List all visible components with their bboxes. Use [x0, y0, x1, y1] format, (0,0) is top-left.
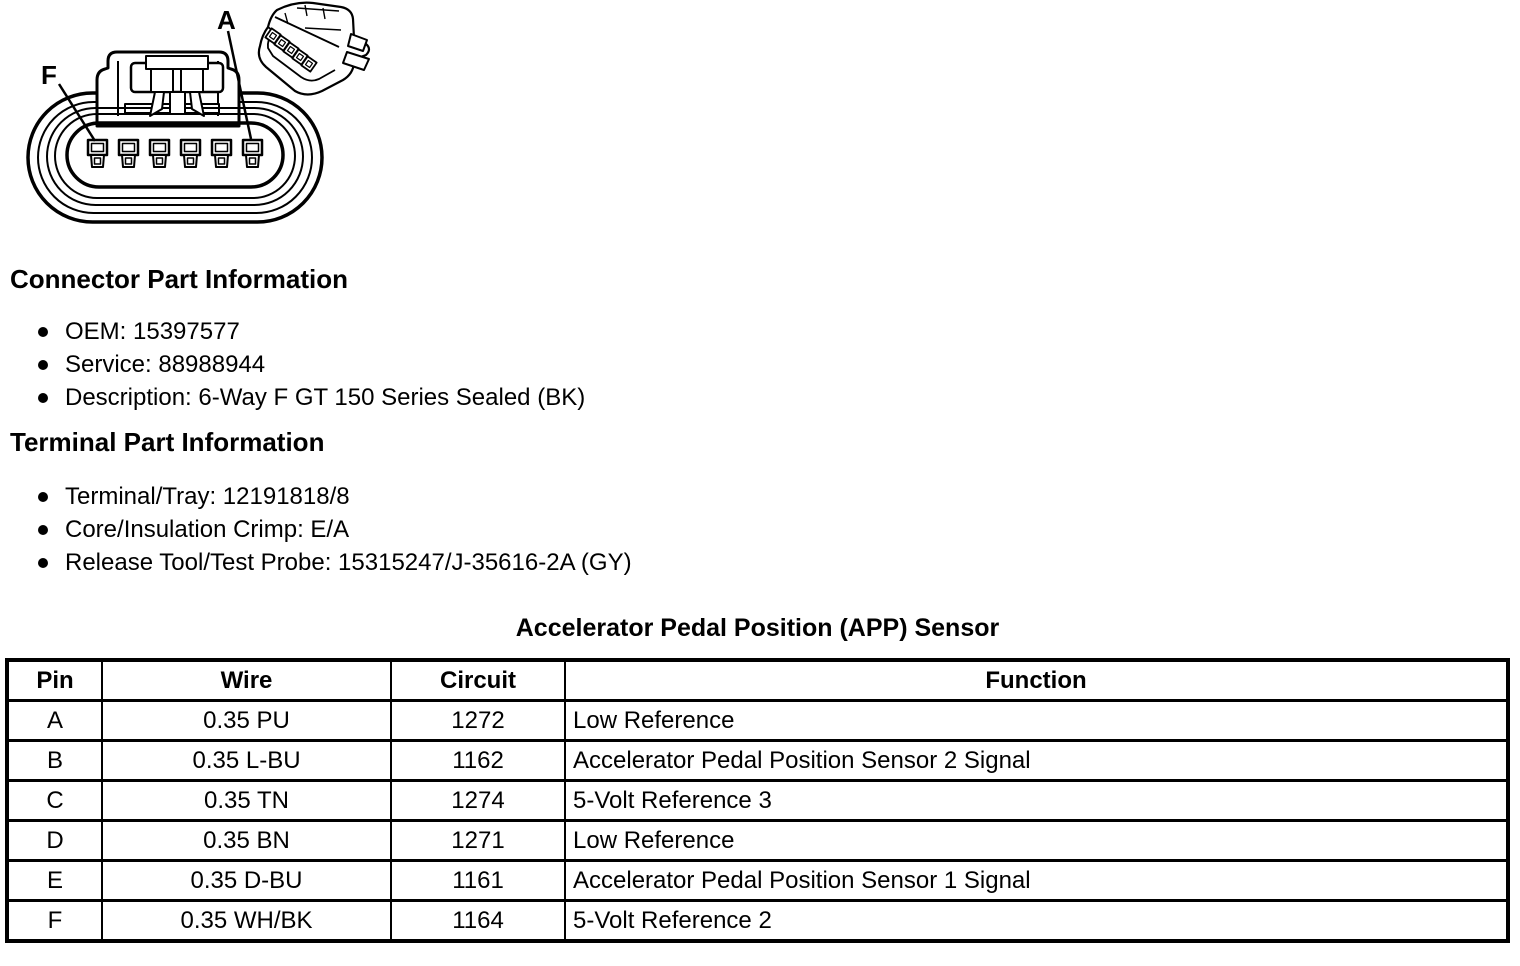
pin-cell: E	[7, 861, 102, 901]
bullet-list-terminal	[38, 485, 632, 584]
wire-cell: 0.35 WH/BK	[102, 901, 391, 942]
bullet-item: OEM: 15397577	[38, 320, 585, 344]
pin-cell: F	[7, 901, 102, 942]
column-header-circuit: Circuit	[391, 660, 565, 701]
function-cell: Accelerator Pedal Position Sensor 2 Signal	[565, 741, 1508, 781]
terminal-pin	[88, 140, 107, 167]
table-title: Accelerator Pedal Position (APP) Sensor	[515, 614, 1000, 642]
terminal-pin	[243, 140, 262, 167]
wire-cell: 0.35 D-BU	[102, 861, 391, 901]
wire-cell: 0.35 BN	[102, 821, 391, 861]
table-row	[7, 901, 1508, 942]
circuit-cell: 1162	[391, 741, 565, 781]
pin-cell: B	[7, 741, 102, 781]
bullet-item: Core/Insulation Crimp: E/A	[38, 518, 632, 542]
function-cell: 5-Volt Reference 2	[565, 901, 1508, 942]
bullet-item: Terminal/Tray: 12191818/8	[38, 485, 632, 509]
pin-cell: D	[7, 821, 102, 861]
wire-cell: 0.35 TN	[102, 781, 391, 821]
connector-3d-view	[259, 3, 369, 95]
section-heading-terminal: Terminal Part Information	[10, 427, 325, 457]
column-header-wire: Wire	[102, 660, 391, 701]
bullet-item: Service: 88988944	[38, 353, 585, 377]
table-row	[7, 781, 1508, 821]
pin-label-f: F	[41, 60, 57, 90]
bullet-item: Description: 6-Way F GT 150 Series Sealed (BK)	[38, 386, 585, 410]
circuit-cell: 1274	[391, 781, 565, 821]
pin-cell: C	[7, 781, 102, 821]
connector-diagram	[5, 0, 390, 245]
column-header-pin: Pin	[7, 660, 102, 701]
function-cell: Accelerator Pedal Position Sensor 1 Signal	[565, 861, 1508, 901]
wire-cell: 0.35 PU	[102, 701, 391, 741]
circuit-cell: 1272	[391, 701, 565, 741]
function-cell: Low Reference	[565, 701, 1508, 741]
circuit-cell: 1164	[391, 901, 565, 942]
table-row	[7, 861, 1508, 901]
pin-label-a: A	[217, 5, 236, 35]
function-cell: 5-Volt Reference 3	[565, 781, 1508, 821]
bullet-list-connector	[38, 320, 585, 419]
pin-cell: A	[7, 701, 102, 741]
function-cell: Low Reference	[565, 821, 1508, 861]
terminal-pin	[119, 140, 138, 167]
table-row	[7, 741, 1508, 781]
wire-cell: 0.35 L-BU	[102, 741, 391, 781]
pinout-table	[5, 658, 1510, 943]
circuit-cell: 1161	[391, 861, 565, 901]
section-heading-connector: Connector Part Information	[10, 264, 349, 294]
header-row	[7, 660, 1508, 701]
column-header-function: Function	[565, 660, 1508, 701]
terminal-pin	[181, 140, 200, 167]
terminal-pin	[212, 140, 231, 167]
table-row	[7, 701, 1508, 741]
table-row	[7, 821, 1508, 861]
circuit-cell: 1271	[391, 821, 565, 861]
bullet-item: Release Tool/Test Probe: 15315247/J-35616-2A (GY)	[38, 551, 632, 575]
terminal-pin	[150, 140, 169, 167]
